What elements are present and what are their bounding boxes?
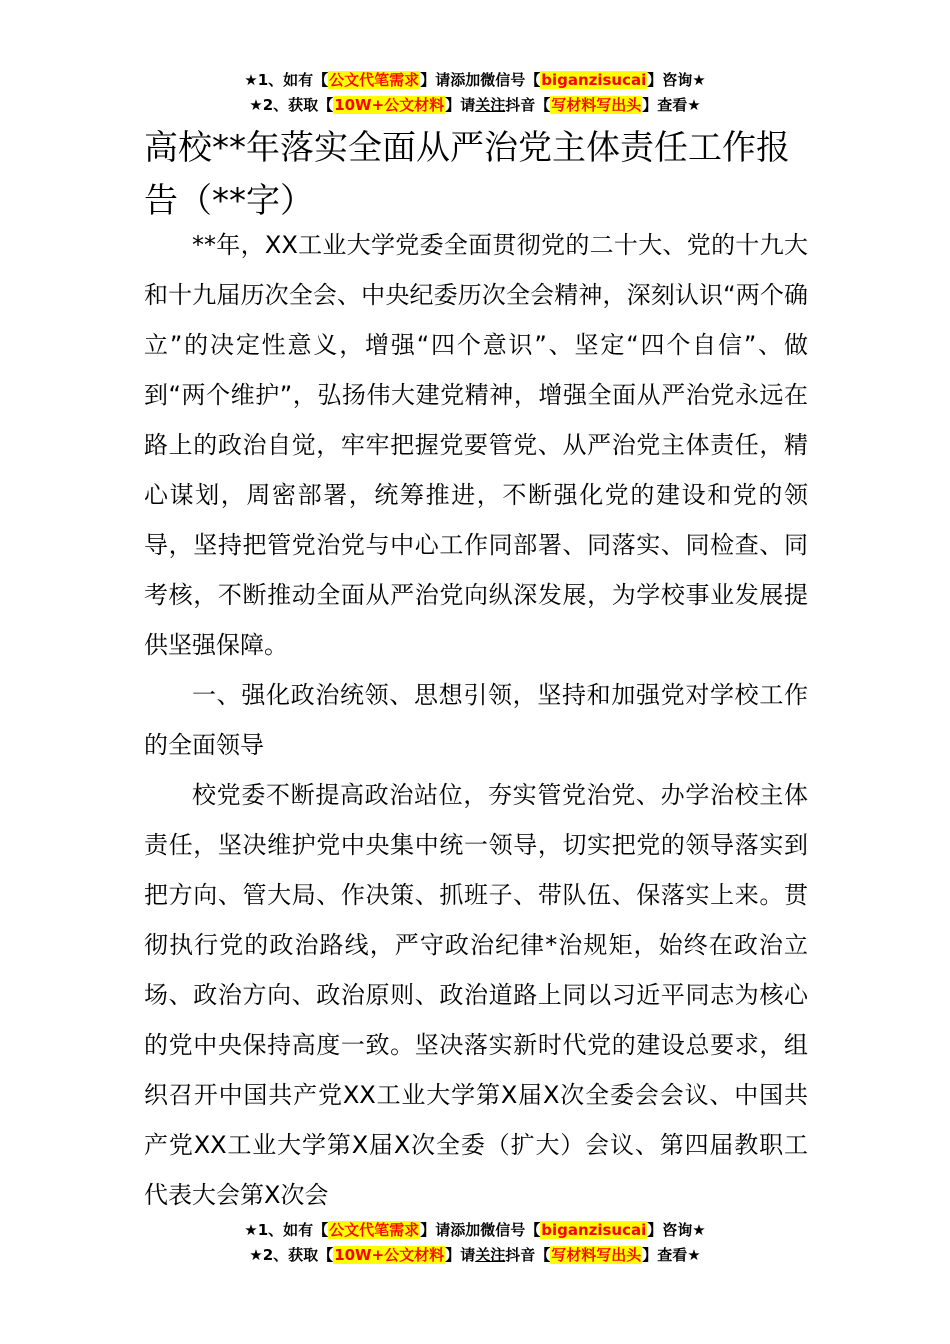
banner-line2-suffix: 】查看★ xyxy=(642,1246,701,1264)
banner-line2-highlight-account: 写材料写出头 xyxy=(551,1246,642,1264)
banner-line-1 xyxy=(0,68,950,93)
banner-line1-highlight-wechat: biganzisucai xyxy=(541,1221,647,1239)
banner-line2-highlight-materials: 10W+公文材料 xyxy=(334,96,445,114)
banner-line2-middle-b: 抖音【 xyxy=(505,96,551,114)
paragraph-intro: **年，XX工业大学党委全面贯彻党的二十大、党的十九大和十九届历次全会、中央纪委历次全会精神，深刻认识“两个确立”的决定性意义，增强“四个意识”、坚定“四个自信”、做到“两个维护”，弘扬伟大建党精神，增强全面从严治党永远在路上的政治自觉，牢牢把握党要管党、从严治党主体责任，精心谋划，周密部署，统筹推进，不断强化党的建设和党的领导，坚持把管党治党与中心工作同部署、同落实、同检查、同考核，不断推动全面从严治党向纵深发展，为学校事业发展提供坚强保障。 xyxy=(144,231,808,659)
paragraph-section-1: 校党委不断提高政治站位，夯实管党治党、办学治校主体责任，坚决维护党中央集中统一领导，切实把党的领导落实到把方向、管大局、作决策、抓班子、带队伍、保落实上来。贯彻执行党的政治路线，严守政治纪律*治规矩，始终在政治立场、政治方向、政治原则、政治道路上同以习近平同志为核心的党中央保持高度一致。坚决落实新时代党的建设总要求，组织召开中国共产党XX工业大学第X届X次全委会会议、中国共产党XX工业大学第X届X次全委（扩大）会议、第四届教职工代表大会第X次会 xyxy=(144,781,808,1209)
banner-line1-highlight-service: 公文代笔需求 xyxy=(329,1221,420,1239)
banner-line1-middle: 】请添加微信号【 xyxy=(420,71,541,89)
banner-line-2 xyxy=(0,1243,950,1268)
banner-line2-follow: 关注 xyxy=(475,96,506,114)
document-body xyxy=(144,220,808,1220)
banner-line1-prefix: ★1、如有【 xyxy=(244,71,329,89)
banner-line1-suffix: 】咨询★ xyxy=(647,71,706,89)
banner-line1-middle: 】请添加微信号【 xyxy=(420,1221,541,1239)
document-title: 高校**年落实全面从严治党主体责任工作报告（**字） xyxy=(144,128,790,221)
banner-line2-suffix: 】查看★ xyxy=(642,96,701,114)
banner-line1-highlight-wechat: biganzisucai xyxy=(541,71,647,89)
banner-line2-prefix: ★2、获取【 xyxy=(249,96,334,114)
header-ad-banner xyxy=(0,68,950,118)
banner-line2-highlight-materials: 10W+公文材料 xyxy=(334,1246,445,1264)
banner-line2-highlight-account: 写材料写出头 xyxy=(551,96,642,114)
banner-line1-suffix: 】咨询★ xyxy=(647,1221,706,1239)
banner-line2-prefix: ★2、获取【 xyxy=(249,1246,334,1264)
section-heading-1: 一、强化政治统领、思想引领，坚持和加强党对学校工作的全面领导 xyxy=(144,681,808,759)
banner-line-1 xyxy=(0,1218,950,1243)
footer-ad-banner xyxy=(0,1218,950,1268)
banner-line1-highlight-service: 公文代笔需求 xyxy=(329,71,420,89)
banner-line2-middle-a: 】请 xyxy=(445,1246,476,1264)
banner-line2-middle-b: 抖音【 xyxy=(505,1246,551,1264)
banner-line1-prefix: ★1、如有【 xyxy=(244,1221,329,1239)
banner-line2-middle-a: 】请 xyxy=(445,96,476,114)
banner-line2-follow: 关注 xyxy=(475,1246,506,1264)
banner-line-2 xyxy=(0,93,950,118)
